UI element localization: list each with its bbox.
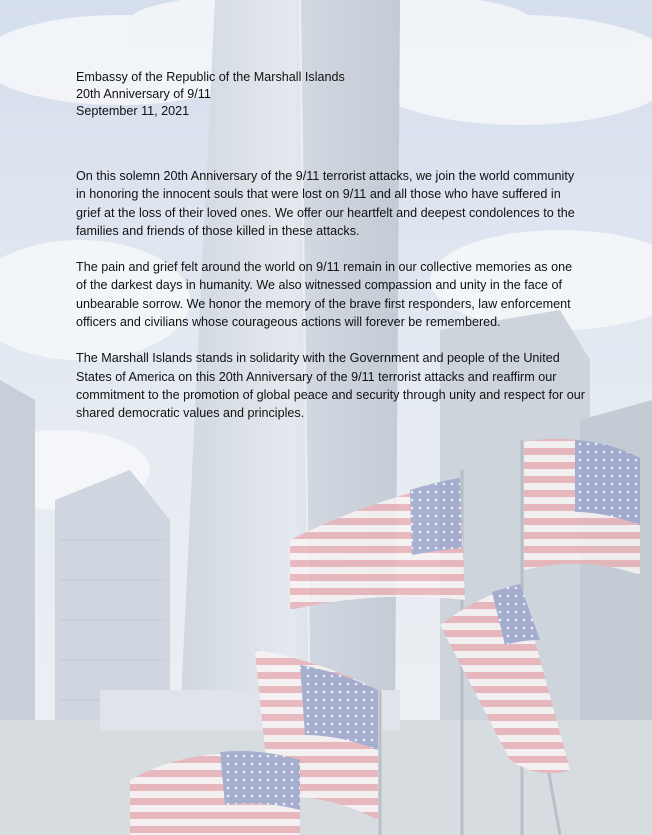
embassy-name: Embassy of the Republic of the Marshall Islands (76, 70, 345, 84)
letter-header (76, 69, 586, 120)
letter-date: September 11, 2021 (76, 104, 190, 118)
paragraph-condolences: On this solemn 20th Anniversary of the 9/11 terrorist attacks, we join the world community in honoring the innocent souls that were lost on 9/11 and all those who have suffered in grief at the loss of their loved ones. We offer our heartfelt and deepest condolences to the families and friends of those killed in these attacks. (76, 169, 575, 238)
letter-body (76, 69, 586, 423)
paragraph-solidarity: The Marshall Islands stands in solidarity with the Government and people of the United States of America on this 20th Anniversary of the 9/11 terrorist attacks and reaffirm our commitment to the promotion of global peace and security through unity and respect for our shared democratic values and principles. (76, 351, 585, 421)
paragraph-remembrance: The pain and grief felt around the world on 9/11 remain in our collective memories as one of the darkest days in humanity. We also witnessed compassion and unity in the face of unbearable sorrow. We honor the memory of the brave first responders, law enforcement officers and civilians whose courageous actions will forever be remembered. (76, 260, 573, 330)
occasion-line: 20th Anniversary of 9/11 (76, 87, 211, 101)
